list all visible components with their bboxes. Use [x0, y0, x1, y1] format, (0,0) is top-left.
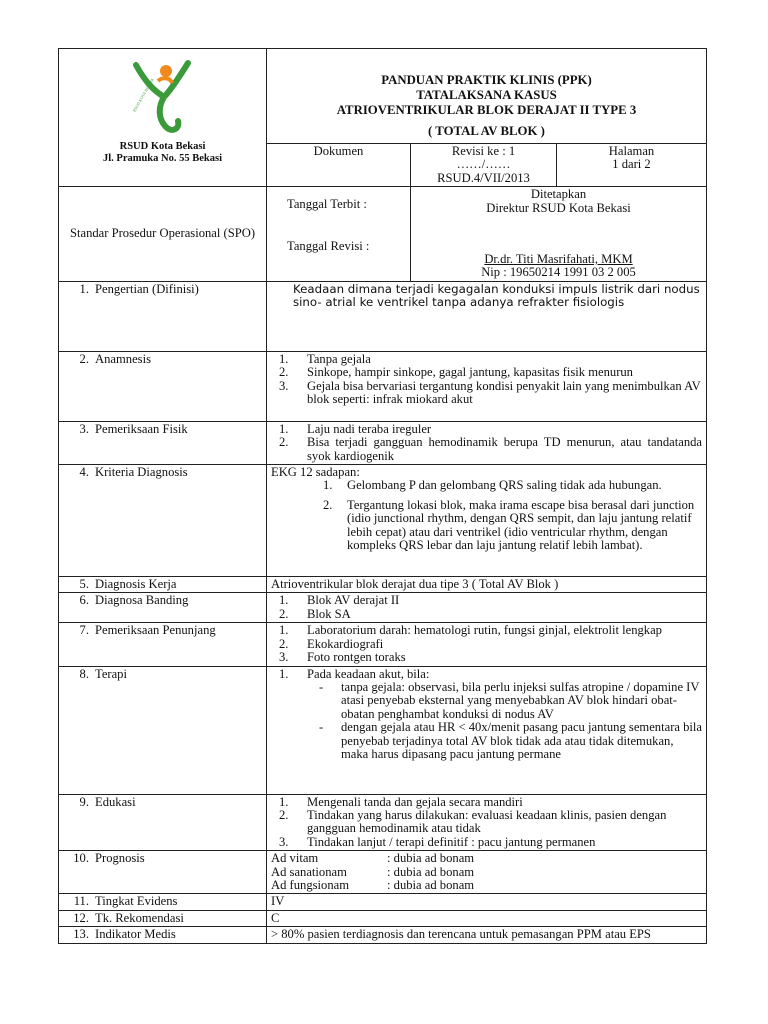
row-label-edukasi: 9. Edukasi [59, 794, 267, 851]
hospital-name: RSUD Kota Bekasi [119, 141, 206, 152]
row-label-diagnosis-kerja: 5. Diagnosis Kerja [59, 577, 267, 593]
list-item: 1. Gelombang P dan gelombang QRS saling tidak ada hubungan. [323, 478, 662, 493]
list-item: 3. Foto rontgen toraks [279, 650, 406, 665]
list-item: 2. Bisa terjadi gangguan hemodinamik berupa TD menurun, atau tandatanda syok kardiogenik [279, 435, 702, 463]
spo-label-cell [59, 187, 267, 282]
list-item: 2. Tindakan yang harus dilakukan: evaluasi keadaan klinis, pasien dengan gangguan hemodinamik atau tidak [279, 807, 667, 836]
row-label-rekomendasi: 12. Tk. Rekomendasi [59, 910, 267, 926]
prognosis-content [267, 851, 707, 894]
row-label-terapi: 8. Terapi [59, 666, 267, 794]
spo-dates-cell [267, 187, 411, 282]
row-label-prognosis: 10. Prognosis [59, 851, 267, 894]
spo-label: Standar Prosedur Operasional (SPO) [69, 226, 256, 241]
pengertian-text: Keadaan dimana terjadi kegagalan konduksi impuls listrik dari nodus sino- atrial ke ventrikel tanpa adanya refrakter fisiologis [267, 281, 707, 351]
kriteria-content [267, 465, 707, 577]
terapi-dash-item: - dengan gejala atau HR < 40x/menit pasang pacu jantung sementara bila penyebab terjadinya total AV blok tidak ada atau tidak ditemukan, maka harus dipasang pacu jantung permane [319, 720, 703, 761]
diagnosis-kerja-text: Atrioventrikular blok derajat dua tipe 3 ( Total AV Blok ) [267, 577, 707, 593]
list-item: 1. Laju nadi teraba ireguler [279, 421, 432, 436]
list-item: 2. Sinkope, hampir sinkope, gagal jantung, kapasitas fisik menurun [279, 365, 633, 380]
hospital-cell [59, 49, 267, 187]
diagnosa-banding-list [267, 593, 707, 623]
row-label-penunjang: 7. Pemeriksaan Penunjang [59, 623, 267, 666]
spo-signature-cell [411, 187, 707, 282]
page-label: Halaman [608, 144, 655, 158]
tanggal-revisi: Tanggal Revisi : [287, 238, 370, 253]
list-item: 1. Mengenali tanda dan gejala secara mandiri [279, 794, 523, 809]
row-label-pengertian: 1. Pengertian (Difinisi) [59, 281, 267, 351]
edukasi-list [267, 794, 707, 851]
tanggal-terbit: Tanggal Terbit : [287, 197, 367, 212]
row-label-indikator: 13. Indikator Medis [59, 927, 267, 943]
evidens-value: IV [267, 894, 707, 910]
hospital-address: Jl. Pramuka No. 55 Bekasi [102, 153, 222, 164]
indikator-value: > 80% pasien terdiagnosis dan terencana untuk pemasangan PPM atau EPS [267, 927, 707, 943]
title-line-3: ATRIOVENTRIKULAR BLOK DERAJAT II TYPE 3 [336, 103, 637, 117]
list-item: 1. Pada keadaan akut, bila: [279, 666, 430, 681]
list-item: 1. Blok AV derajat II [279, 593, 400, 608]
revision-label: Revisi ke : 1 [451, 144, 516, 158]
list-item: 3. Tindakan lanjut / terapi definitif : pacu jantung permanen [279, 834, 596, 849]
penunjang-list [267, 623, 707, 666]
document-page [58, 48, 706, 944]
fisik-list [267, 421, 707, 464]
document-title-cell [267, 49, 707, 144]
row-label-kriteria: 4. Kriteria Diagnosis [59, 465, 267, 577]
title-line-2: TATALAKSANA KASUS [416, 88, 557, 102]
signer-nip: Nip : 19650214 1991 03 2 005 [481, 265, 636, 280]
doc-label-cell [267, 144, 411, 187]
list-item: 2. Blok SA [279, 606, 351, 621]
title-line-1: PANDUAN PRAKTIK KLINIS (PPK) [381, 73, 592, 87]
prognosis-row: Ad sanationam : dubia ad bonam [271, 864, 475, 879]
list-item: 2. Ekokardiografi [279, 636, 384, 651]
row-label-fisik: 3. Pemeriksaan Fisik [59, 421, 267, 464]
title-subtitle: ( TOTAL AV BLOK ) [428, 124, 545, 138]
direktur: Direktur RSUD Kota Bekasi [486, 200, 631, 215]
rekomendasi-value: C [267, 910, 707, 926]
list-item: 3. Gejala bisa bervariasi tergantung kondisi penyakit lain yang menimbulkan AV blok seperti: infrak miokard akut [279, 378, 701, 407]
doc-label: Dokumen [313, 144, 364, 158]
ditetapkan: Ditetapkan [530, 187, 587, 202]
row-label-diagnosa-banding: 6. Diagnosa Banding [59, 593, 267, 623]
row-label-evidens: 11. Tingkat Evidens [59, 894, 267, 910]
hospital-logo-icon [128, 57, 198, 137]
terapi-content [267, 666, 707, 794]
page-cell [557, 144, 707, 187]
signer-name: Dr.dr. Titi Masrifahati, MKM [484, 252, 633, 267]
row-label-anamnesis: 2. Anamnesis [59, 351, 267, 421]
page-value: 1 dari 2 [612, 157, 651, 172]
list-item: 1. Laboratorium darah: hematologi rutin, fungsi ginjal, elektrolit lengkap [279, 623, 662, 638]
ppk-table [58, 48, 707, 944]
terapi-dash-item: - tanpa gejala: observasi, bila perlu injeksi sulfas atropine / dopamine IV atasi penyebab eksternal yang menyebabkan AV blok hindari obat-obatan penghambat konduksi di nodus AV [319, 679, 700, 721]
anamnesis-list [267, 351, 707, 421]
prognosis-row: Ad vitam : dubia ad bonam [271, 851, 475, 866]
prognosis-row: Ad fungsionam : dubia ad bonam [271, 877, 475, 892]
revision-cell [411, 144, 557, 187]
revision-number: ……/…… RSUD.4/VII/2013 [437, 157, 530, 185]
list-item: 2. Tergantung lokasi blok, maka irama escape bisa berasal dari junction (idio junctional rhythm, dengan QRS sempit, dan laju jantung relatif lebih cepat) atau dari ventrikel (idio ventricular rhythm, dengan kompleks QRS lebar dan laju jantung relatif lebih lambat). [323, 497, 695, 553]
kriteria-intro: EKG 12 sadapan: [271, 465, 360, 480]
svg-text:RSUD KOTA BEKASI: RSUD KOTA BEKASI [131, 77, 155, 113]
list-item: 1. Tanpa gejala [279, 351, 371, 366]
